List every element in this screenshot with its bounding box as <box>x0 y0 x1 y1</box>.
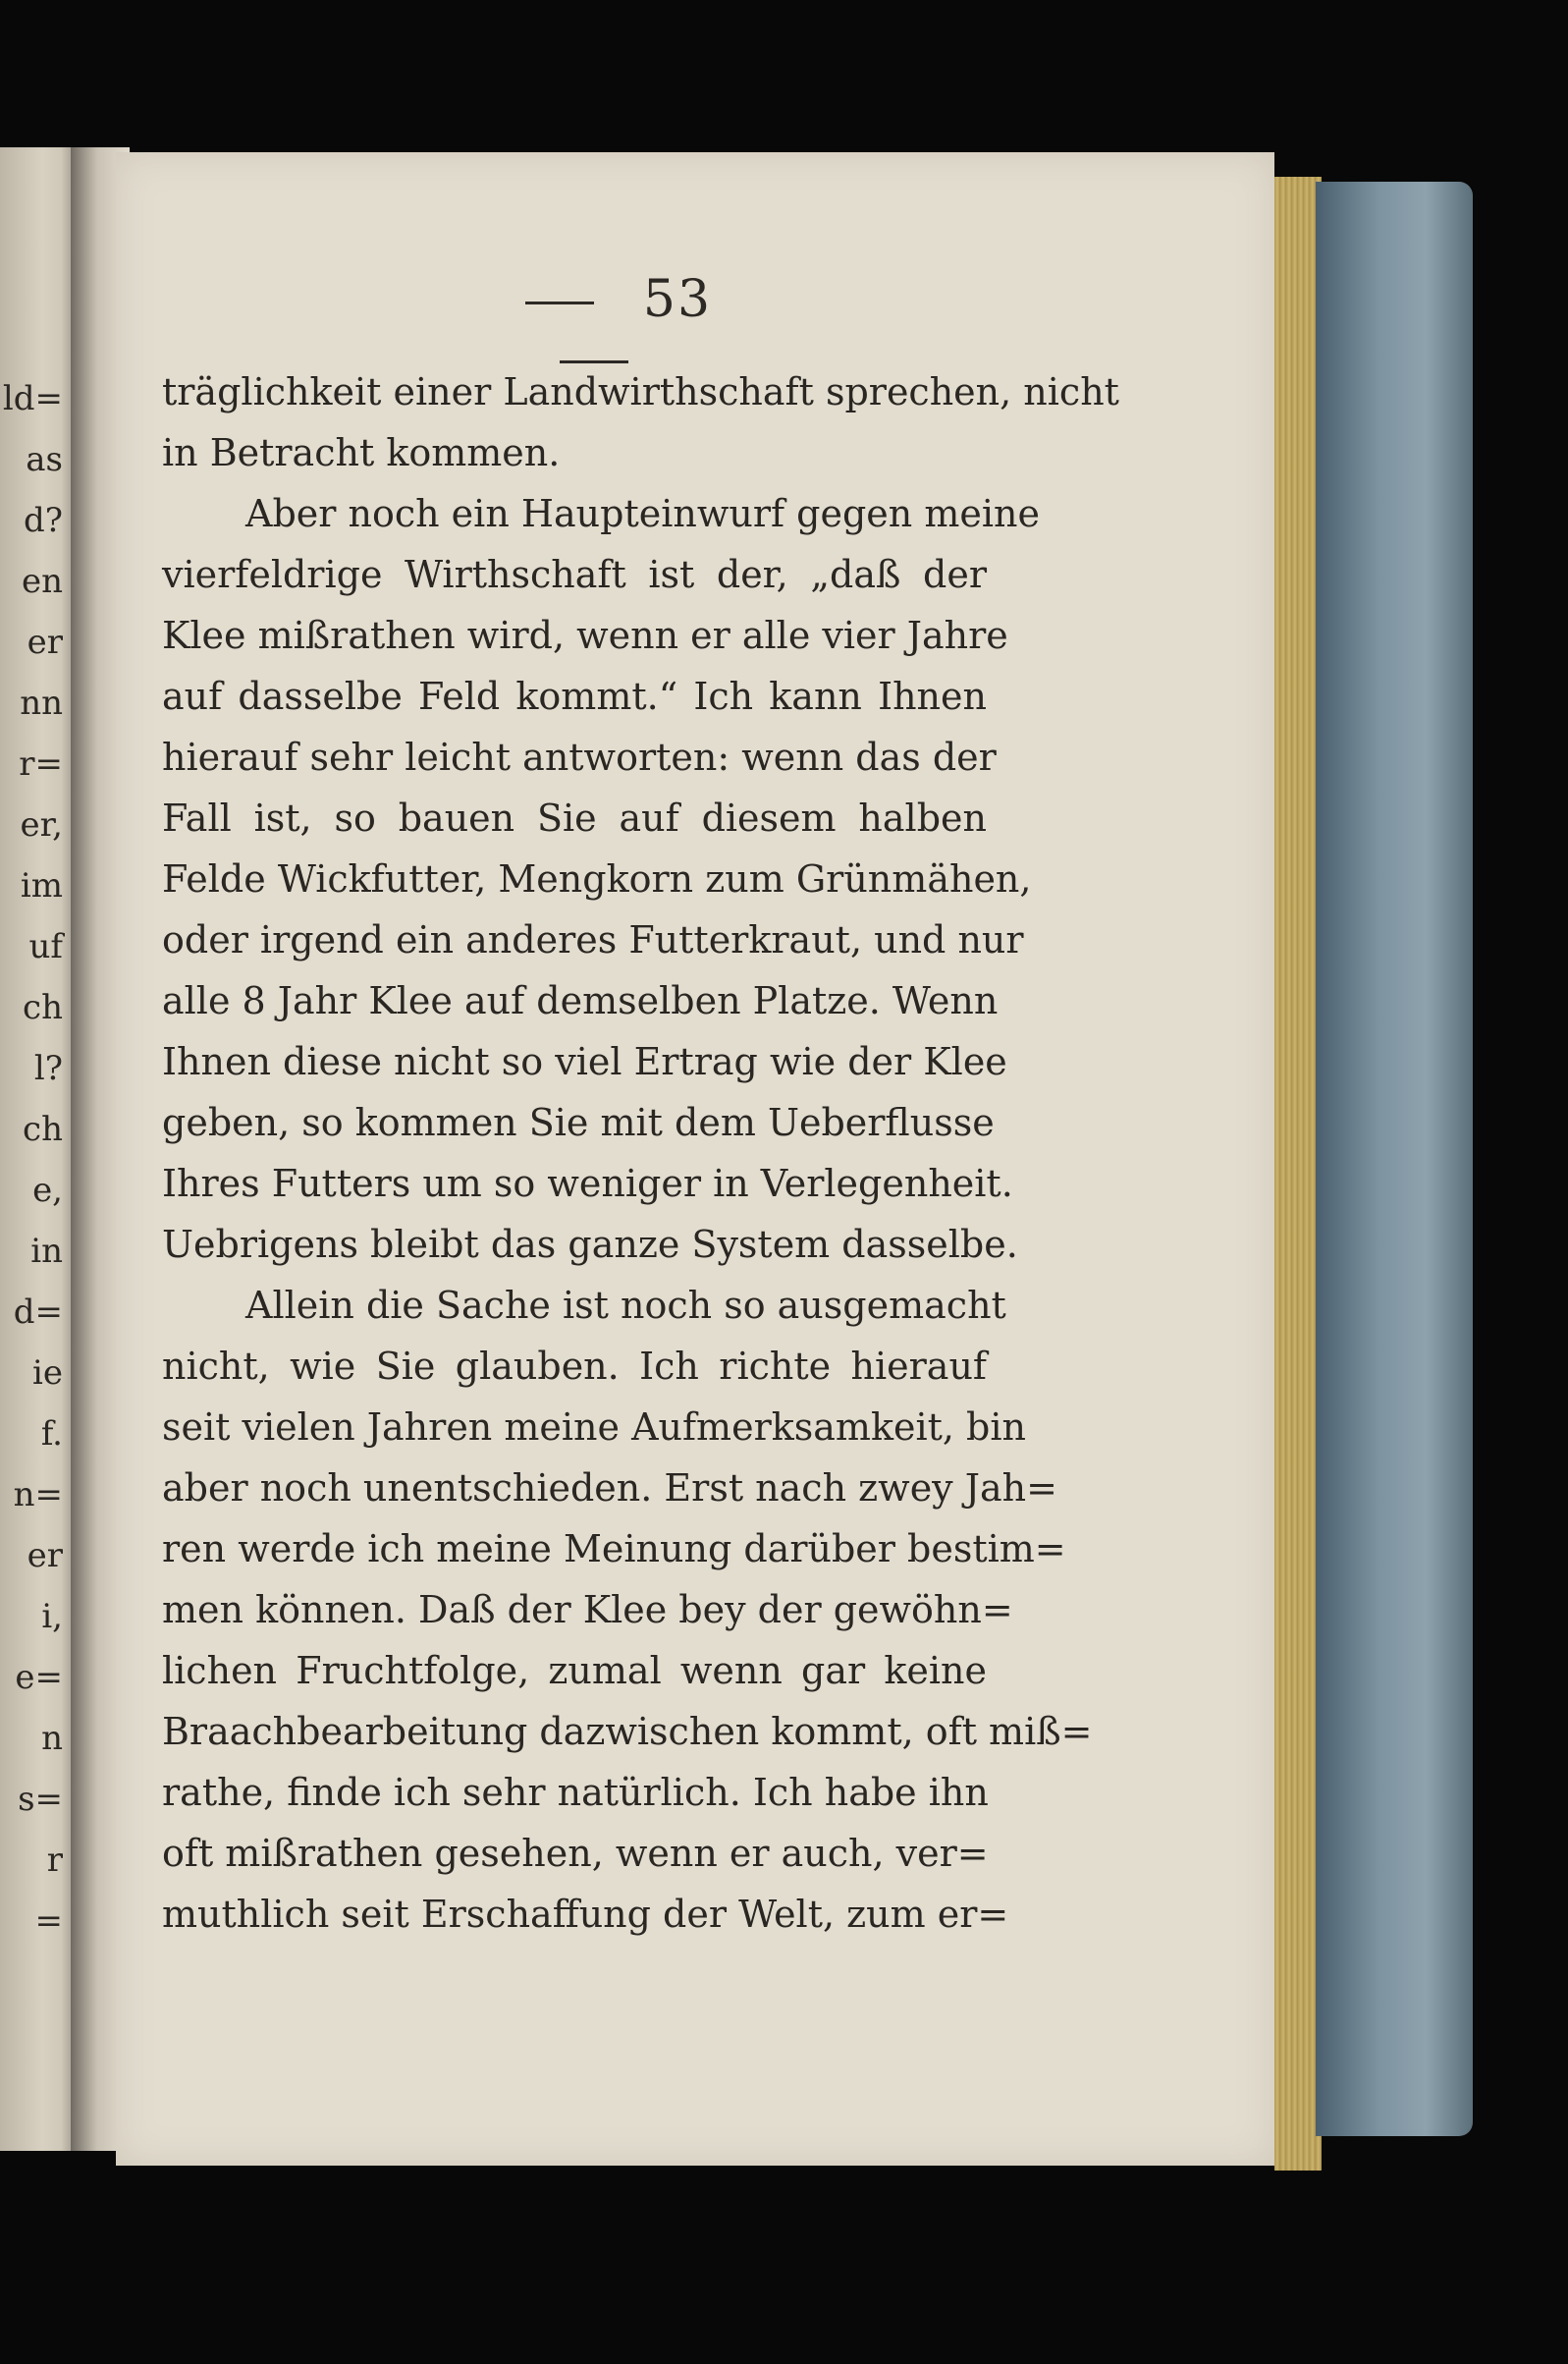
text-line: oder irgend ein anderes Futterkraut, und nur <box>162 918 1024 962</box>
text-line: ren werde ich meine Meinung darüber bestim= <box>162 1527 1066 1570</box>
facing-page-fragment: l? <box>33 1049 63 1088</box>
text-line: Klee mißrathen wird, wenn er alle vier Jahre <box>162 614 1008 657</box>
text-line: rathe, finde ich sehr natürlich. Ich habe ihn <box>162 1771 989 1814</box>
facing-page-fragment: d= <box>13 1292 63 1332</box>
text-line: auf dasselbe Feld kommt.“ Ich kann Ihnen <box>162 675 987 718</box>
text-line: träglichkeit einer Landwirthschaft sprechen, nicht <box>162 370 1119 413</box>
text-line: seit vielen Jahren meine Aufmerksamkeit, bin <box>162 1405 1027 1449</box>
text-line: aber noch unentschieden. Erst nach zwey Jah= <box>162 1466 1057 1510</box>
facing-page-fragment: er <box>27 1536 63 1575</box>
facing-page-fragment: n= <box>13 1475 63 1514</box>
facing-page-fragment: s= <box>18 1780 63 1819</box>
facing-page-fragment: as <box>26 440 63 479</box>
facing-page-fragment: uf <box>28 927 63 966</box>
facing-page <box>0 147 77 2151</box>
facing-page-fragment: en <box>21 562 63 601</box>
text-line: Felde Wickfutter, Mengkorn zum Grünmähen, <box>162 857 1032 901</box>
facing-page-fragment: e= <box>15 1658 63 1697</box>
text-line: Allein die Sache ist noch so ausgemacht <box>245 1284 1006 1327</box>
text-line: Aber noch ein Haupteinwurf gegen meine <box>245 492 1040 535</box>
text-line: Uebrigens bleibt das ganze System dasselbe. <box>162 1223 1018 1266</box>
text-line: Ihres Futters um so weniger in Verlegenheit. <box>162 1162 1013 1205</box>
facing-page-fragment: i, <box>41 1597 63 1636</box>
text-line: Fall ist, so bauen Sie auf diesem halben <box>162 797 987 840</box>
facing-page-fragment: = <box>34 1901 63 1941</box>
body-text <box>162 361 1119 1945</box>
book-cover <box>1316 182 1473 2136</box>
text-line: geben, so kommen Sie mit dem Ueberflusse <box>162 1101 995 1144</box>
text-line: alle 8 Jahr Klee auf demselben Platze. Wenn <box>162 979 999 1022</box>
facing-page-fragment: ld= <box>2 379 63 418</box>
text-line: oft mißrathen gesehen, wenn er auch, ver= <box>162 1832 989 1875</box>
facing-page-text <box>0 368 69 1952</box>
text-line: lichen Fruchtfolge, zumal wenn gar keine <box>162 1649 987 1692</box>
facing-page-fragment: ch <box>23 988 63 1027</box>
facing-page-fragment: ie <box>32 1353 63 1393</box>
text-line: men können. Daß der Klee bey der gewöhn= <box>162 1588 1013 1631</box>
text-line: muthlich seit Erschaffung der Welt, zum er= <box>162 1893 1009 1936</box>
facing-page-fragment: r <box>46 1841 63 1880</box>
facing-page-fragment: in <box>30 1232 63 1271</box>
header-dash-left <box>525 302 594 304</box>
facing-page-fragment: er <box>27 623 63 662</box>
facing-page-fragment: im <box>20 866 63 906</box>
facing-page-fragment: er, <box>20 805 63 845</box>
facing-page-fragment: f. <box>40 1414 63 1454</box>
text-line: nicht, wie Sie glauben. Ich richte hierauf <box>162 1345 987 1388</box>
text-line: vierfeldrige Wirthschaft ist der, „daß der <box>162 553 987 596</box>
page-number: 53 <box>642 270 713 329</box>
text-line: in Betracht kommen. <box>162 431 561 474</box>
facing-page-fragment: n <box>41 1719 63 1758</box>
text-line: hierauf sehr leicht antworten: wenn das der <box>162 736 997 779</box>
page-edges <box>1274 177 1322 2171</box>
facing-page-fragment: ch <box>23 1110 63 1149</box>
text-line: Ihnen diese nicht so viel Ertrag wie der Klee <box>162 1040 1007 1083</box>
facing-page-fragment: e, <box>32 1171 63 1210</box>
facing-page-fragment: r= <box>19 744 63 784</box>
text-line: Braachbearbeitung dazwischen kommt, oft miß= <box>162 1710 1093 1753</box>
facing-page-fragment: d? <box>24 501 63 540</box>
facing-page-fragment: nn <box>20 684 63 723</box>
